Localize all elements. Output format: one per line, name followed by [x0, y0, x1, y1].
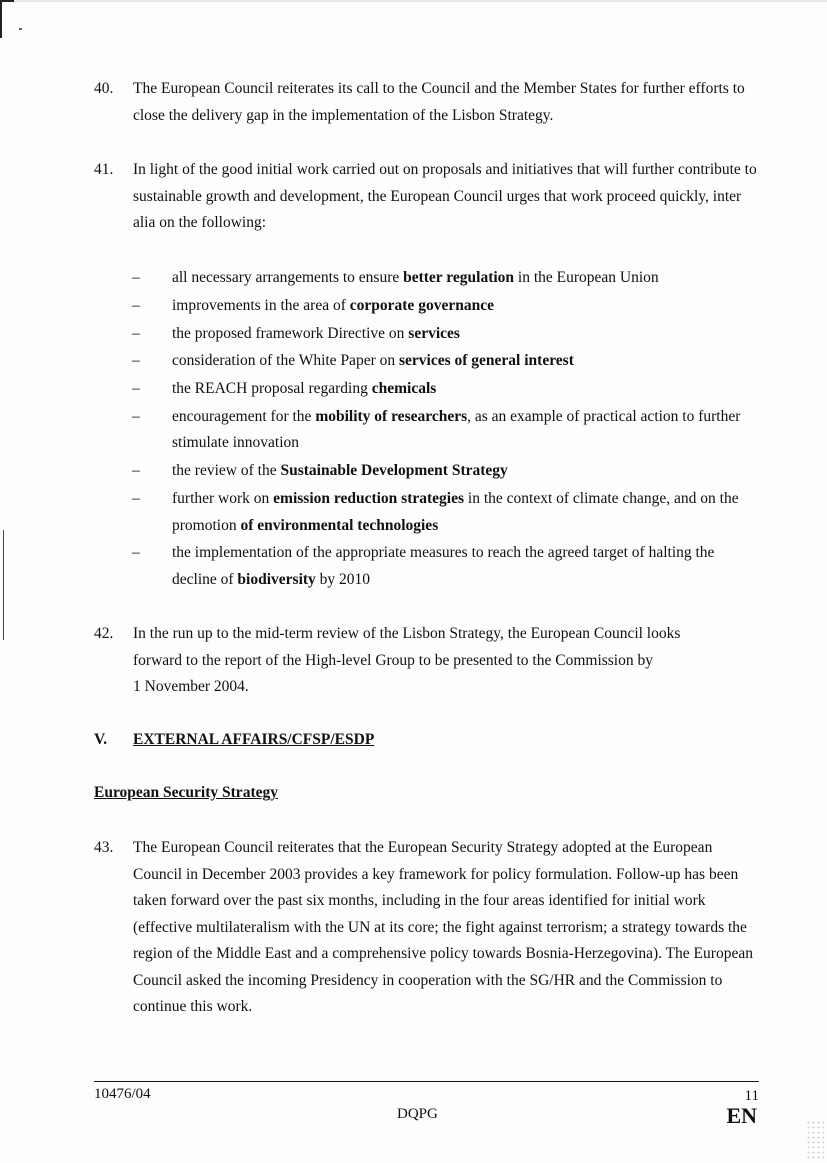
dash-marker: – — [132, 462, 140, 480]
paragraph-42 — [94, 621, 759, 701]
footer-divider — [94, 1081, 759, 1082]
section-title: EXTERNAL AFFAIRS/CFSP/ESDP — [133, 731, 375, 748]
paragraph-number: 42. — [94, 625, 114, 642]
scan-left-edge-line — [3, 530, 4, 640]
bold-term: Sustainable Development Strategy — [280, 462, 508, 480]
bold-term: biodiversity — [237, 570, 316, 588]
page-number: 11 — [744, 1088, 759, 1104]
bullet-list — [132, 265, 762, 595]
bold-term: of environmental technologies — [240, 516, 439, 534]
paragraph-number: 40. — [94, 80, 114, 97]
dash-marker: – — [132, 352, 140, 370]
paragraph-41 — [94, 157, 759, 237]
paragraph-text: In the run up to the mid-term review of the Lisbon Strategy, the European Council looks forward to the report of the High-level Group to be presented to the Commission by 1 November 2004. — [133, 625, 681, 695]
scan-mark — [19, 28, 22, 30]
paragraph-number: 43. — [94, 839, 114, 856]
list-item: – the review of the Sustainable Development Strategy — [132, 458, 762, 485]
corner-bracket-mark — [0, 0, 14, 38]
list-item: – encouragement for the mobility of researchers, as an example of practical action to further stimulate innovation — [132, 404, 762, 457]
list-item: – improvements in the area of corporate governance — [132, 293, 762, 320]
paragraph-text: The European Council reiterates its call to the Council and the Member States for further efforts to close the delivery gap in the implementation of the Lisbon Strategy. — [133, 80, 745, 124]
list-item: – consideration of the White Paper on services of general interest — [132, 348, 762, 375]
dash-marker: – — [132, 490, 140, 508]
language-code: EN — [726, 1103, 757, 1128]
list-item: – the implementation of the appropriate measures to reach the agreed target of halting the decline of biodiversity by 2010 — [132, 540, 762, 593]
section-number: V. — [94, 731, 108, 748]
paragraph-text: In light of the good initial work carried out on proposals and initiatives that will further contribute to sustainable growth and development, the European Council urges that work proceed quickly, inter alia on the following: — [133, 161, 757, 231]
dash-marker: – — [132, 324, 140, 342]
list-item: – the proposed framework Directive on services — [132, 321, 762, 348]
list-item: – further work on emission reduction strategies in the context of climate change, and on the promotion of environmental technologies — [132, 486, 762, 539]
dash-marker: – — [132, 269, 140, 286]
subheading: European Security Strategy — [94, 784, 278, 801]
bold-term: corporate governance — [349, 296, 494, 314]
bold-term: services of general interest — [398, 352, 574, 370]
paragraph-43 — [94, 835, 759, 1021]
dash-marker: – — [132, 296, 140, 314]
list-item: – the REACH proposal regarding chemicals — [132, 376, 762, 403]
dash-marker: – — [132, 407, 140, 425]
bold-term: better regulation — [403, 269, 515, 286]
bold-term: emission reduction strategies — [273, 490, 465, 508]
paragraph-number: 41. — [94, 161, 114, 178]
scan-top-edge — [0, 0, 827, 2]
scan-noise — [806, 1120, 824, 1160]
dash-marker: – — [132, 544, 140, 562]
unit-code: DQPG — [397, 1106, 438, 1122]
bold-term: mobility of researchers — [315, 407, 468, 425]
paragraph-text: The European Council reiterates that the European Security Strategy adopted at the European Council in December 2003 provides a key framework for policy formulation. Follow-up has been taken forward over the past six months, including in the four areas identified for initial work (effective multilateralism with the UN at its core; the fight against terrorism; a strategy towards the region of the Middle East and a comprehensive policy towards Bosnia-Herzegovina). The European Council asked the incoming Presidency in cooperation with the SG/HR and the Commission to continue this work. — [133, 839, 753, 1015]
section-heading — [94, 729, 374, 751]
paragraph-40 — [94, 76, 759, 129]
document-reference: 10476/04 — [94, 1086, 151, 1102]
bold-term: services — [408, 324, 460, 342]
bold-term: chemicals — [371, 380, 437, 398]
dash-marker: – — [132, 380, 140, 398]
list-item: – all necessary arrangements to ensure better regulation in the European Union — [132, 265, 762, 292]
